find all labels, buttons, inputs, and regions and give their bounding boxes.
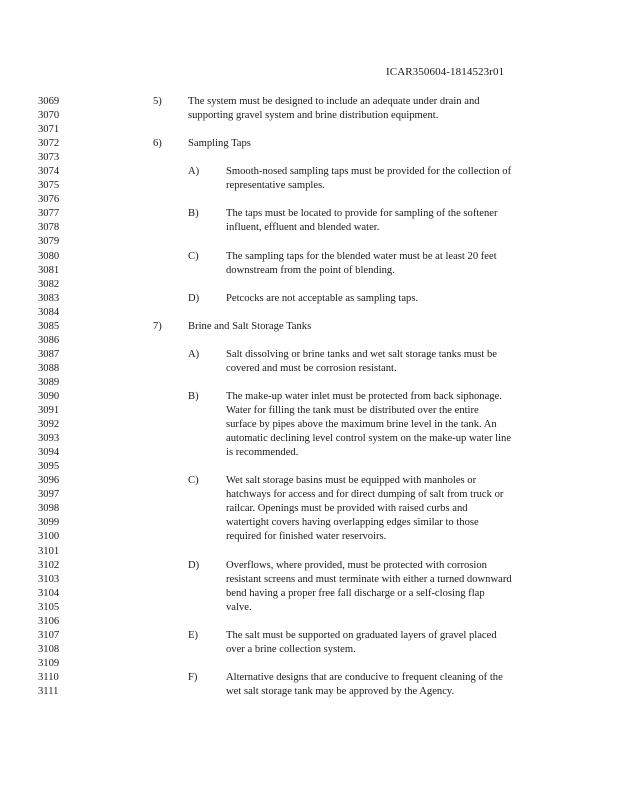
list-marker: 7) [153, 320, 162, 332]
list-marker: B) [188, 390, 199, 402]
list-marker: D) [188, 292, 200, 304]
line-text: valve. [226, 601, 252, 613]
text-line [0, 516, 618, 530]
list-marker: B) [188, 208, 199, 220]
text-line [0, 643, 618, 657]
line-number: 3102 [38, 559, 60, 571]
line-number: 3111 [38, 685, 59, 697]
line-text: Overflows, where provided, must be protected with corrosion [226, 559, 487, 571]
text-line [0, 629, 618, 643]
text-line [0, 474, 618, 488]
line-number: 3101 [38, 545, 60, 557]
line-number: 3092 [38, 419, 60, 431]
line-number: 3094 [38, 447, 60, 459]
text-line [0, 685, 618, 699]
line-number: 3108 [38, 643, 60, 655]
line-text: supporting gravel system and brine distribution equipment. [188, 110, 439, 122]
line-number: 3105 [38, 601, 60, 613]
line-text: Wet salt storage basins must be equipped with manholes or [226, 475, 477, 487]
line-text: wet salt storage tank may be approved by the Agency. [226, 685, 455, 697]
line-number: 3069 [38, 96, 60, 107]
line-text: bend having a proper free fall discharge or a self-closing flap [226, 587, 485, 599]
line-number: 3081 [38, 264, 60, 276]
text-line [0, 446, 618, 460]
line-text: automatic declining level control system on the make-up water line [226, 433, 512, 445]
text-line [0, 334, 618, 348]
line-text: Brine and Salt Storage Tanks [188, 320, 312, 332]
line-text: The sampling taps for the blended water must be at least 20 feet [226, 250, 497, 262]
line-text: covered and must be corrosion resistant. [226, 362, 397, 374]
line-text: surface by pipes above the maximum brine level in the tank. An [226, 419, 497, 431]
line-number: 3087 [38, 348, 60, 360]
list-marker: 6) [153, 138, 162, 150]
line-text: The salt must be supported on graduated layers of gravel placed [226, 629, 497, 641]
line-number: 3103 [38, 573, 60, 585]
text-line [0, 137, 618, 151]
line-text: required for finished water reservoirs. [226, 531, 387, 543]
line-number: 3083 [38, 292, 60, 304]
text-line [0, 418, 618, 432]
line-number: 3095 [38, 461, 60, 473]
list-marker: 5) [153, 96, 162, 107]
line-text: Salt dissolving or brine tanks and wet salt storage tanks must be [226, 348, 497, 360]
line-text: hatchways for access and for direct dumping of salt from truck or [226, 489, 504, 501]
line-number: 3091 [38, 405, 60, 417]
list-marker: C) [188, 250, 199, 262]
text-line [0, 306, 618, 320]
line-text: resistant screens and must terminate with either a turned downward [226, 573, 512, 585]
text-line [0, 179, 618, 193]
line-number: 3080 [38, 250, 60, 262]
text-line [0, 235, 618, 249]
text-line [0, 432, 618, 446]
line-number: 3077 [38, 208, 60, 220]
line-text: The make-up water inlet must be protected from back siphonage. [226, 390, 502, 402]
text-line [0, 264, 618, 278]
line-text: representative samples. [226, 180, 325, 192]
text-line [0, 95, 618, 109]
document-id-header: ICAR350604-1814523r01 [386, 66, 505, 78]
line-number: 3098 [38, 503, 60, 515]
text-line [0, 278, 618, 292]
line-number: 3088 [38, 362, 60, 374]
text-line [0, 193, 618, 207]
text-line [0, 221, 618, 235]
text-line [0, 615, 618, 629]
line-number: 3090 [38, 390, 60, 402]
line-number: 3096 [38, 475, 60, 487]
text-line [0, 207, 618, 221]
line-text: Petcocks are not acceptable as sampling taps. [226, 292, 419, 304]
text-line [0, 151, 618, 165]
list-marker: A) [188, 166, 200, 178]
text-line [0, 559, 618, 573]
line-text: Water for filling the tank must be distributed over the entire [226, 405, 479, 417]
text-line [0, 348, 618, 362]
text-line [0, 390, 618, 404]
text-line [0, 671, 618, 685]
line-number: 3110 [38, 671, 59, 683]
line-text: is recommended. [226, 447, 299, 459]
line-text: Alternative designs that are conducive to frequent cleaning of the [226, 671, 503, 683]
line-text: Smooth-nosed sampling taps must be provided for the collection of [226, 166, 512, 178]
line-text: Sampling Taps [188, 138, 251, 150]
line-number: 3089 [38, 376, 60, 388]
list-marker: E) [188, 629, 198, 641]
text-line [0, 123, 618, 137]
line-number: 3106 [38, 615, 60, 627]
line-number: 3084 [38, 306, 60, 318]
line-text: influent, effluent and blended water. [226, 222, 380, 234]
text-line [0, 488, 618, 502]
text-line [0, 362, 618, 376]
line-number: 3100 [38, 531, 60, 543]
line-number: 3104 [38, 587, 60, 599]
line-number: 3078 [38, 222, 60, 234]
line-number: 3070 [38, 110, 60, 122]
line-text: The taps must be located to provide for sampling of the softener [226, 208, 498, 220]
line-number: 3109 [38, 657, 60, 669]
text-line [0, 404, 618, 418]
line-number: 3073 [38, 152, 60, 164]
text-line [0, 587, 618, 601]
line-number: 3074 [38, 166, 60, 178]
line-text: over a brine collection system. [226, 643, 356, 655]
line-text: railcar. Openings must be provided with raised curbs and [226, 503, 468, 515]
line-number: 3099 [38, 517, 60, 529]
text-line [0, 530, 618, 544]
text-line [0, 165, 618, 179]
text-line [0, 109, 618, 123]
line-number: 3107 [38, 629, 60, 641]
text-line [0, 545, 618, 559]
text-line [0, 250, 618, 264]
list-marker: D) [188, 559, 200, 571]
line-text: downstream from the point of blending. [226, 264, 395, 276]
text-line [0, 460, 618, 474]
line-number: 3075 [38, 180, 60, 192]
line-number: 3071 [38, 124, 60, 136]
text-line [0, 573, 618, 587]
line-number: 3097 [38, 489, 60, 501]
line-number: 3085 [38, 320, 60, 332]
numbered-text-body [0, 95, 618, 699]
text-line [0, 502, 618, 516]
text-line [0, 292, 618, 306]
list-marker: A) [188, 348, 200, 360]
line-number: 3076 [38, 194, 60, 206]
line-text: watertight covers having overlapping edges similar to those [226, 517, 479, 529]
list-marker: F) [188, 671, 198, 683]
text-line [0, 376, 618, 390]
line-number: 3093 [38, 433, 60, 445]
text-line [0, 657, 618, 671]
line-number: 3086 [38, 334, 60, 346]
line-number: 3079 [38, 236, 60, 248]
line-text: The system must be designed to include an adequate under drain and [188, 96, 480, 107]
line-number: 3072 [38, 138, 60, 150]
text-line [0, 320, 618, 334]
text-line [0, 601, 618, 615]
line-number: 3082 [38, 278, 60, 290]
list-marker: C) [188, 475, 199, 487]
